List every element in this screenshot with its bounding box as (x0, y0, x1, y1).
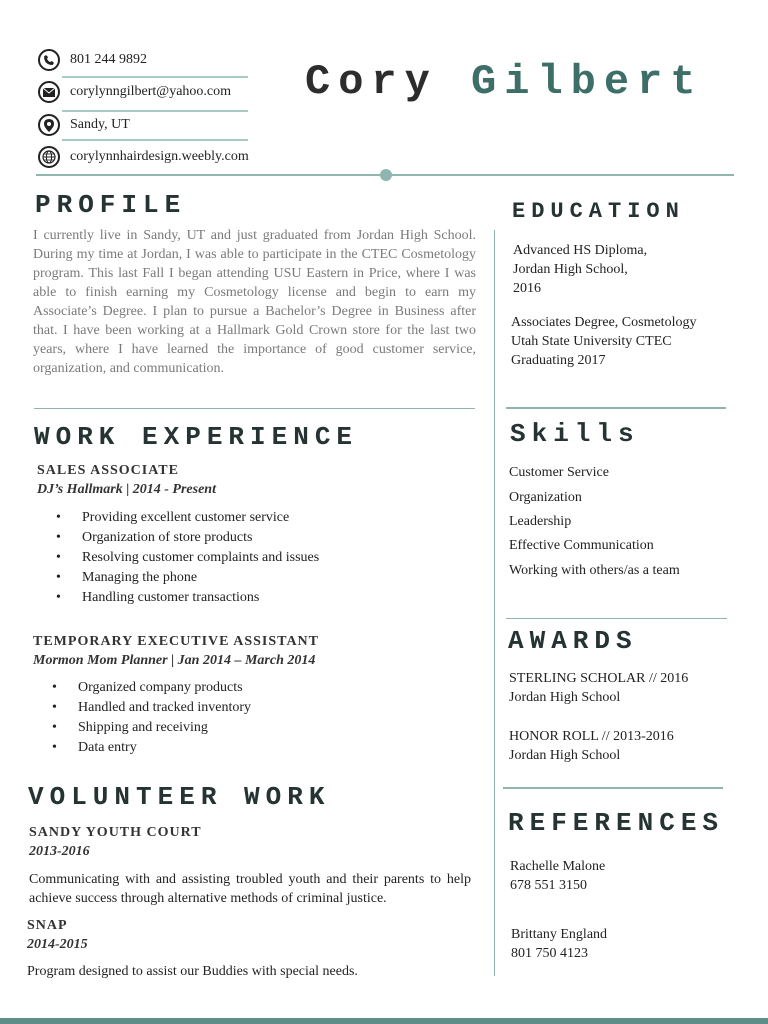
volunteer-dates: 2014-2015 (27, 937, 88, 952)
list-item: • Organization of store products (56, 528, 319, 548)
list-item: • Shipping and receiving (52, 718, 251, 738)
awards-rule (503, 787, 723, 789)
job-subtitle: DJ’s Hallmark | 2014 - Present (37, 482, 216, 497)
skills-heading: Skills (510, 419, 640, 449)
reference-phone: 678 551 3150 (510, 878, 587, 893)
volunteer-title: SNAP (27, 918, 68, 933)
location-text: Sandy, UT (70, 117, 130, 132)
skill-item: Leadership (509, 514, 572, 529)
volunteer-dates: 2013-2016 (29, 844, 90, 859)
volunteer-desc: Communicating with and assisting troubled youth and their parents to help achieve success through alternative methods of criminal justice. (29, 872, 471, 906)
contact-divider (62, 76, 248, 78)
awards-heading: AWARDS (508, 626, 638, 656)
education-line: Jordan High School, (513, 262, 628, 277)
contact-phone (38, 47, 147, 73)
skill-item: Effective Communication (509, 538, 654, 553)
skill-item: Customer Service (509, 465, 609, 480)
skills-rule (506, 618, 727, 619)
list-item: • Handling customer transactions (56, 588, 319, 608)
phone-text: 801 244 9892 (70, 52, 147, 67)
work-heading: WORK EXPERIENCE (34, 422, 359, 452)
job-bullets (52, 678, 251, 758)
award-school: Jordan High School (509, 690, 621, 705)
education-line: Associates Degree, Cosmetology (511, 315, 697, 330)
contact-email (38, 79, 231, 105)
email-link[interactable]: corylynngilbert@yahoo.com (70, 84, 232, 99)
map-pin-icon (38, 114, 60, 136)
education-heading: EDUCATION (512, 199, 685, 224)
education-line: Utah State University CTEC (511, 334, 672, 349)
header-rule-dot (380, 169, 392, 181)
education-item (513, 241, 647, 298)
skill-item: Organization (509, 490, 582, 505)
reference-phone: 801 750 4123 (511, 946, 588, 961)
profile-rule (34, 408, 475, 409)
column-divider (494, 230, 495, 976)
references-heading: REFERENCES (508, 808, 725, 838)
reference-name: Brittany England (511, 927, 608, 942)
job-bullets (56, 508, 319, 608)
job-subtitle: Mormon Mom Planner | Jan 2014 – March 2014 (33, 653, 316, 668)
award-item (509, 727, 674, 765)
profile-heading: PROFILE (35, 190, 187, 220)
award-item (509, 669, 688, 707)
education-line: Advanced HS Diploma, (513, 243, 648, 258)
job-title: TEMPORARY EXECUTIVE ASSISTANT (33, 634, 320, 649)
award-title: STERLING SCHOLAR // 2016 (509, 671, 689, 686)
contact-website (38, 144, 249, 170)
list-item: • Handled and tracked inventory (52, 698, 251, 718)
education-item (511, 313, 696, 370)
volunteer-title: SANDY YOUTH COURT (29, 825, 202, 840)
website-link[interactable]: corylynnhairdesign.weebly.com (70, 149, 249, 164)
volunteer-desc: Program designed to assist our Buddies with special needs. (27, 964, 358, 979)
list-item: • Managing the phone (56, 568, 319, 588)
reference-item (511, 925, 607, 963)
contact-location (38, 112, 130, 138)
reference-item (510, 857, 605, 895)
award-title: HONOR ROLL // 2013-2016 (509, 729, 674, 744)
reference-name: Rachelle Malone (510, 859, 606, 874)
education-rule (506, 407, 726, 409)
education-line: 2016 (513, 281, 541, 296)
contact-divider (62, 139, 248, 141)
award-school: Jordan High School (509, 748, 621, 763)
name-heading (305, 58, 703, 106)
volunteer-heading: VOLUNTEER WORK (28, 782, 331, 812)
education-line: Graduating 2017 (511, 353, 606, 368)
footer-bar (0, 1018, 768, 1024)
globe-icon (38, 146, 60, 168)
last-name: Gilbert (471, 58, 704, 106)
list-item: • Data entry (52, 738, 251, 758)
phone-icon (38, 49, 60, 71)
profile-text: I currently live in Sandy, UT and just graduated from Jordan High School. During my time at Jordan, I was able to participate in the CTEC Cosmetology program. This last Fall I began attending USU Eastern in Price, where I was able to finish earning my Cosmetology license and begin to earn my Associate’s Degree. I plan to pursue a Bachelor’s Degree in Business after that. I have been working at a Hallmark Gold Crown store for the last two years, where I have learned the importance of good customer service, organization, and communication. (33, 228, 476, 376)
list-item: • Organized company products (52, 678, 251, 698)
skill-item: Working with others/as a team (509, 563, 680, 578)
list-item: • Resolving customer complaints and issues (56, 548, 319, 568)
first-name: Cory (305, 58, 438, 106)
list-item: • Providing excellent customer service (56, 508, 319, 528)
envelope-icon (38, 81, 60, 103)
job-title: SALES ASSOCIATE (37, 463, 179, 478)
